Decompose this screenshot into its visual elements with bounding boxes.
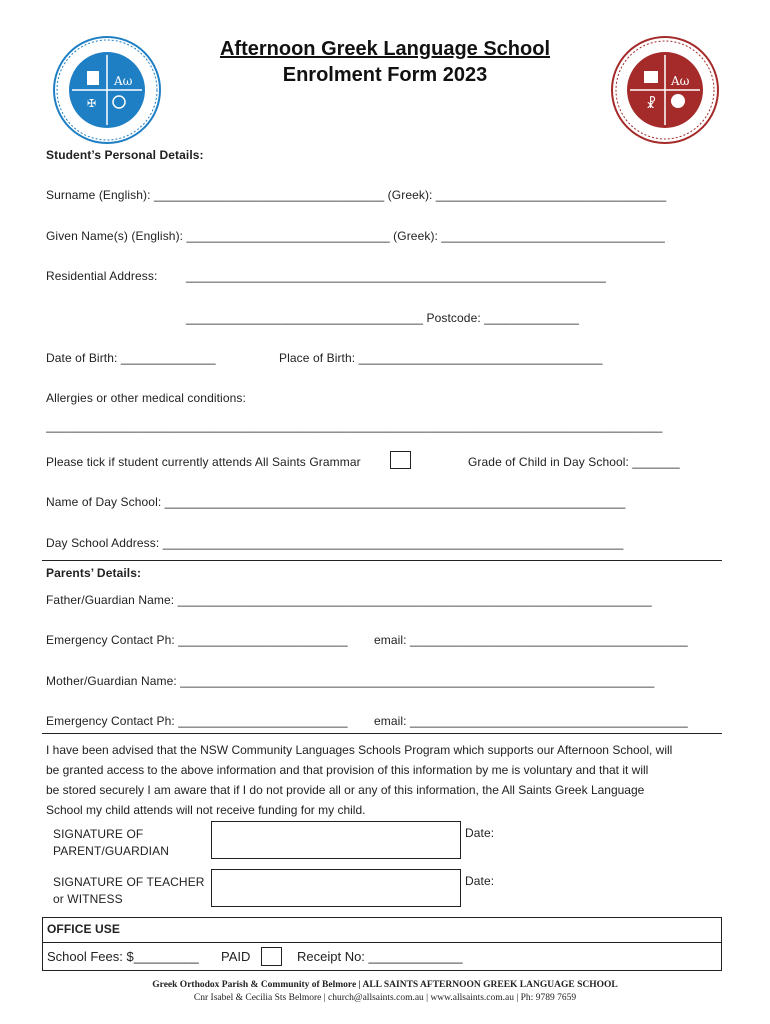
- teacher-signature-box[interactable]: [211, 869, 461, 907]
- svg-text:Aω: Aω: [671, 74, 690, 88]
- consent-line: I have been advised that the NSW Community Languages Schools Program which supports our Afternoon School, will: [46, 743, 673, 757]
- form-title: [0, 38, 770, 61]
- teacher-signature-label-2: or WITNESS: [53, 892, 123, 906]
- svg-text:Aω: Aω: [114, 74, 133, 88]
- allergies-line[interactable]: ___________________________________________________________________________________________: [46, 419, 663, 433]
- parent-signature-label: [53, 826, 169, 860]
- footer-line-2: Cnr Isabel & Cecilia Sts Belmore | church@allsaints.com.au | www.allsaints.com.au | Ph: 9789 7659: [193, 993, 577, 1003]
- paid-label: PAID: [221, 949, 251, 964]
- svg-text:☧: ☧: [646, 97, 657, 112]
- parents-heading: Parents’ Details:: [46, 566, 142, 580]
- parent-signature-box[interactable]: [211, 821, 461, 859]
- consent-line: be stored securely I am aware that if I do not provide all or any of this information, the All Saints Greek Language: [46, 783, 645, 797]
- day-school-address-field[interactable]: Day School Address: ____________________________________________________________________: [46, 536, 624, 550]
- address-line-2[interactable]: ___________________________________ Postcode: ______________: [186, 311, 580, 325]
- teacher-signature-label-1: SIGNATURE OF TEACHER: [53, 875, 205, 889]
- teacher-date-label: Date:: [465, 874, 495, 888]
- parent-signature-label-2: PARENT/GUARDIAN: [53, 844, 169, 858]
- consent-paragraph: [46, 740, 736, 820]
- receipt-field[interactable]: Receipt No: _____________: [297, 949, 463, 964]
- address-line-1[interactable]: ______________________________________________________________: [186, 269, 606, 283]
- form-subtitle: Enrolment Form 2023: [282, 64, 488, 86]
- email-1[interactable]: email: _________________________________________: [374, 633, 688, 647]
- office-use-divider: [43, 942, 721, 943]
- dob-field[interactable]: Date of Birth: ______________: [46, 351, 216, 365]
- allergies-label: Allergies or other medical conditions:: [46, 391, 246, 405]
- section-divider: [42, 560, 722, 561]
- emergency-contact-2[interactable]: Emergency Contact Ph: _________________________: [46, 714, 348, 728]
- consent-line: be granted access to the above information and that provision of this information by me is voluntary and that it will: [46, 763, 649, 777]
- father-field[interactable]: Father/Guardian Name: ______________________________________________________________________: [46, 593, 652, 607]
- day-school-field[interactable]: Name of Day School: ____________________________________________________________________: [46, 495, 626, 509]
- email-2[interactable]: email: _________________________________________: [374, 714, 688, 728]
- parent-signature-label-1: SIGNATURE OF: [53, 827, 144, 841]
- office-use-box: [42, 917, 722, 971]
- footer-line-1: Greek Orthodox Parish & Community of Belmore | ALL SAINTS AFTERNOON GREEK LANGUAGE SCHOOL: [152, 980, 618, 990]
- title-line-1: Afternoon Greek Language School: [219, 38, 551, 60]
- section-divider-2: [42, 733, 722, 734]
- surname-field[interactable]: Surname (English): __________________________________ (Greek): __________________________________: [46, 188, 667, 202]
- paid-checkbox[interactable]: [261, 947, 282, 966]
- address-label: Residential Address:: [46, 269, 158, 283]
- emergency-contact-1[interactable]: Emergency Contact Ph: _________________________: [46, 633, 348, 647]
- mother-field[interactable]: Mother/Guardian Name: ______________________________________________________________________: [46, 674, 655, 688]
- svg-text:✠: ✠: [87, 97, 97, 110]
- teacher-signature-label: [53, 874, 205, 908]
- student-heading: Student’s Personal Details:: [46, 148, 204, 162]
- consent-line: School my child attends will not receive funding for my child.: [46, 803, 366, 817]
- all-saints-checkbox[interactable]: [390, 451, 411, 469]
- grade-field[interactable]: Grade of Child in Day School: _______: [468, 455, 680, 469]
- given-names-field[interactable]: Given Name(s) (English): ______________________________ (Greek): _________________________________: [46, 229, 665, 243]
- tick-label: Please tick if student currently attends All Saints Grammar: [46, 455, 361, 469]
- school-fees-field[interactable]: School Fees: $_________: [47, 949, 199, 964]
- office-use-heading: OFFICE USE: [47, 922, 121, 936]
- parent-date-label: Date:: [465, 826, 495, 840]
- pob-field[interactable]: Place of Birth: ____________________________________: [279, 351, 603, 365]
